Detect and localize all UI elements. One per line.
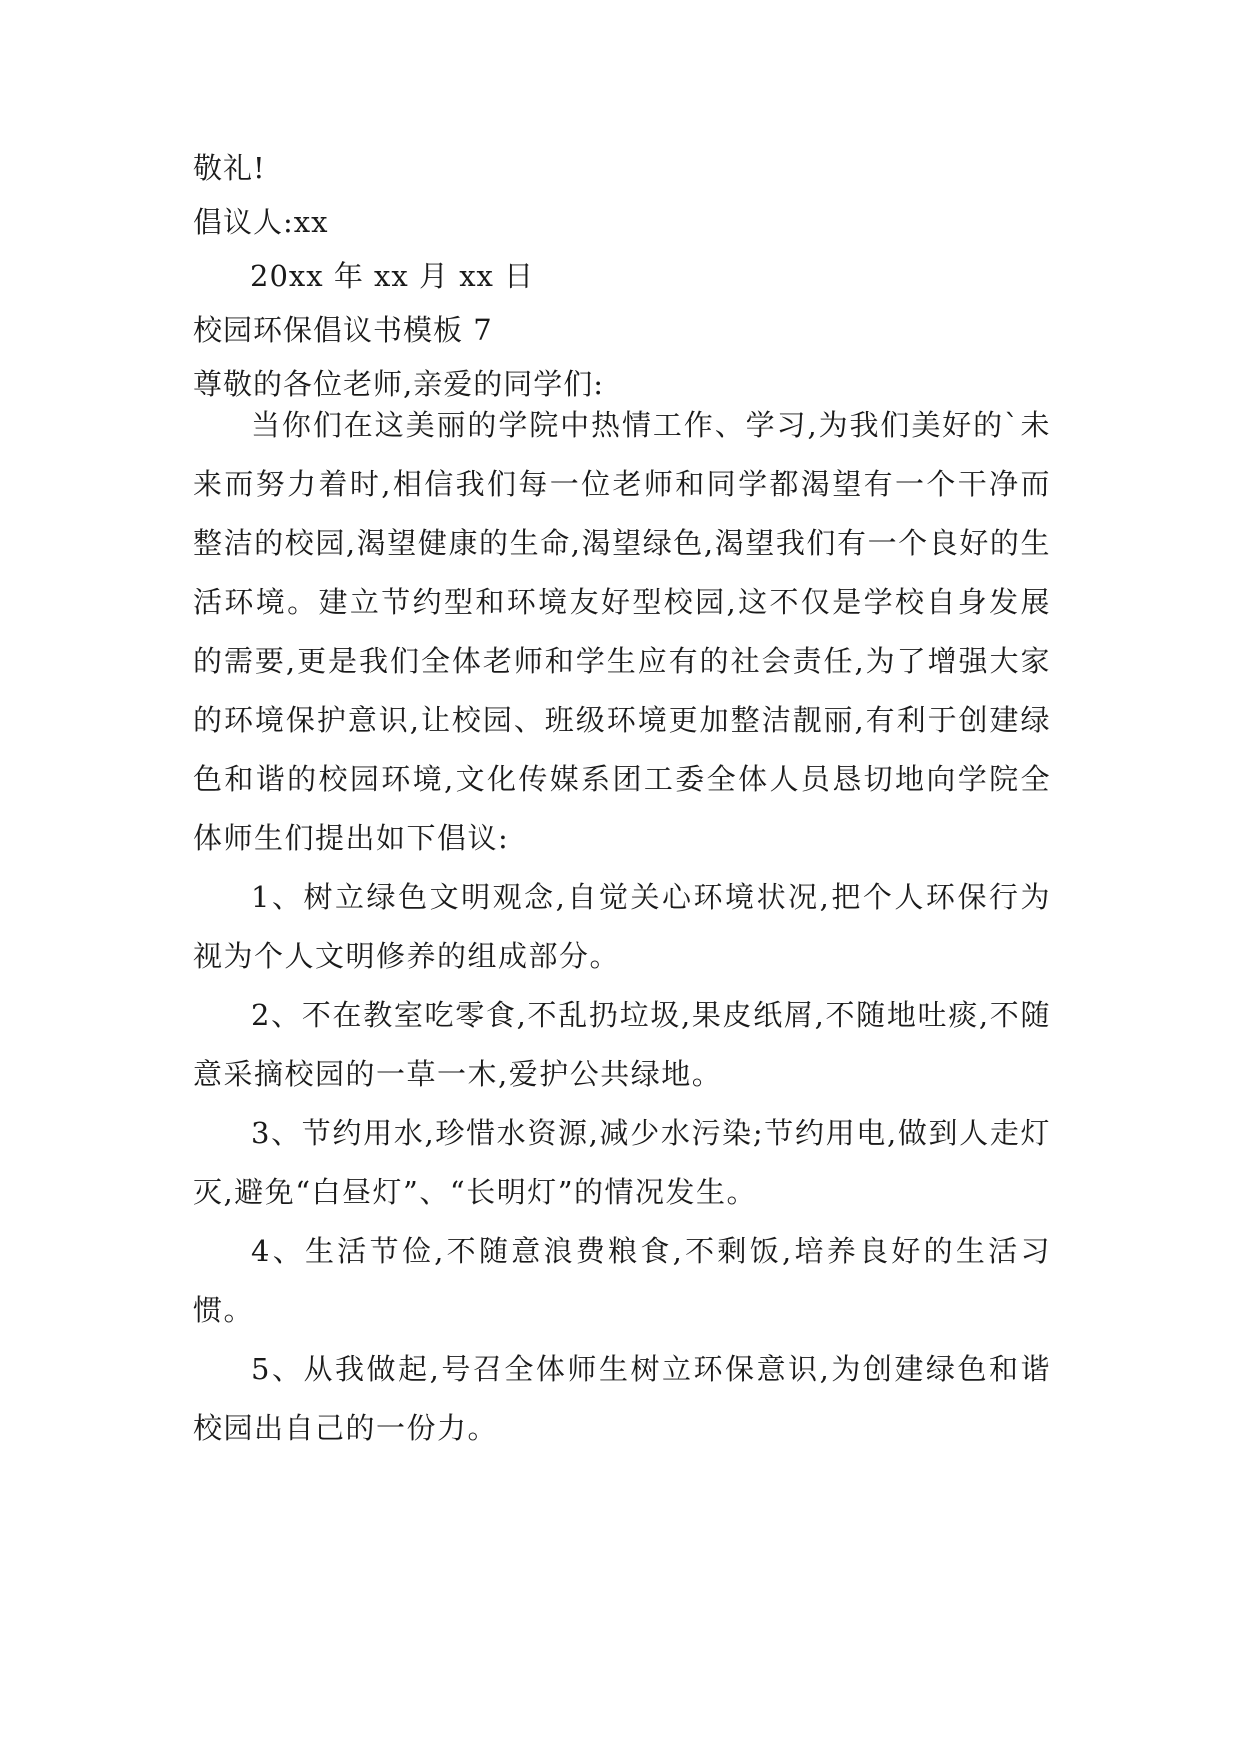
proposal-item-2: 2、不在教室吃零食,不乱扔垃圾,果皮纸屑,不随地吐痰,不随意采摘校园的一草一木,爱护公共绿地。 xyxy=(193,998,1051,1091)
closing-salute: 敬礼! xyxy=(193,151,266,185)
proposal-item-3: 3、节约用水,珍惜水资源,减少水污染;节约用电,做到人走灯灭,避免“白昼灯”、“长明灯”的情况发生。 xyxy=(193,1116,1051,1209)
proposal-item-1: 1、树立绿色文明观念,自觉关心环境状况,把个人环保行为视为个人文明修养的组成部分。 xyxy=(193,880,1051,973)
proposal-item-4: 4、生活节俭,不随意浪费粮食,不剩饭,培养良好的生活习惯。 xyxy=(193,1234,1051,1327)
initiator-line: 倡议人:xx xyxy=(193,205,329,239)
section-title: 校园环保倡议书模板 7 xyxy=(193,313,493,347)
date-line: 20xx 年 xx 月 xx 日 xyxy=(250,259,535,293)
proposal-item-5: 5、从我做起,号召全体师生树立环保意识,为创建绿色和谐校园出自己的一份力。 xyxy=(193,1352,1051,1445)
intro-paragraph: 当你们在这美丽的学院中热情工作、学习,为我们美好的`未来而努力着时,相信我们每一位老师和同学都渴望有一个干净而整洁的校园,渴望健康的生命,渴望绿色,渴望我们有一个良好的生活环境。建立节约型和环境友好型校园,这不仅是学校自身发展的需要,更是我们全体老师和学生应有的社会责任,为了增强大家的环境保护意识,让校园、班级环境更加整洁靓丽,有利于创建绿色和谐的校园环境,文化传媒系团工委全体人员恳切地向学院全体师生们提出如下倡议: xyxy=(193,408,1051,855)
greeting: 尊敬的各位老师,亲爱的同学们: xyxy=(193,367,604,401)
